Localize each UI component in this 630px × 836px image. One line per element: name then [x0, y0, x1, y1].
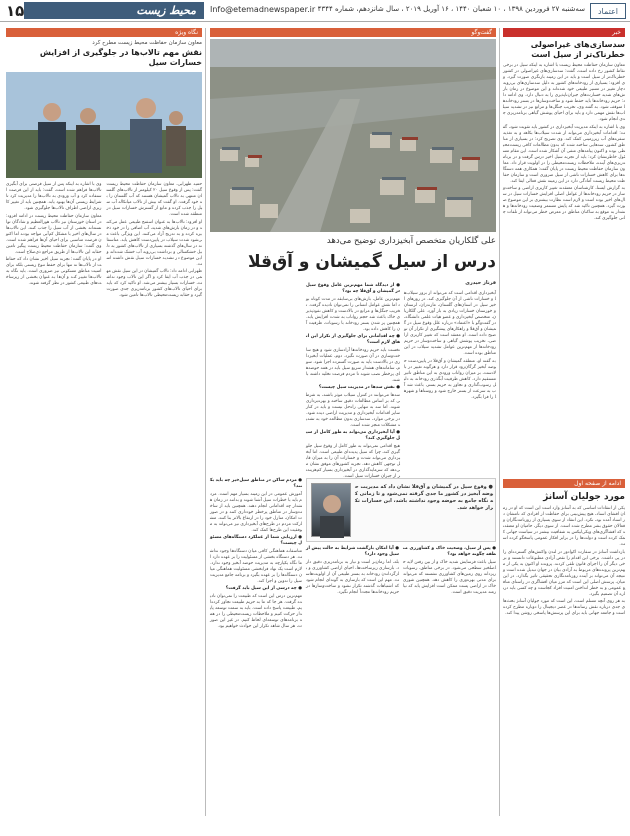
officials-at-wetland-image [6, 72, 202, 178]
left-section-tag: نگاه ویژه [6, 28, 202, 37]
left-subhead: معاون سازمان حفاظت محیط زیست مطرح کرد [92, 40, 202, 46]
masthead [0, 0, 630, 22]
section-title: محیط زیست [24, 2, 204, 19]
officials-photo [6, 72, 202, 178]
left-headline: نقش مهم تالاب‌ها در جلوگیری از افزایش خسارات سیل [39, 48, 202, 67]
byline-block [400, 280, 496, 290]
column-divider [205, 28, 206, 816]
interview-qa-column: ● از دیدگاه شما مهم‌ترین عامل وقوع سیل در گمیشان و آق‌قلا چه بود؟ مهم‌ترین عامل، بارش‌های بی‌سابقه در مدت کوتاه بود اما نقش عوامل انسانی را نمی‌توان نادیده گرفت. تخریب جنگل‌ها و مراتع در بالادست و کاهش نفوذپذیری خاک باعث شد حجم رواناب به شدت افزایش یابد. همچنین پر شدن بستر رودخانه با رسوبات، ظرفیت آن را کاهش داده بود. ● چه اقداماتی برای جلوگیری از تکرار این اتفاق لازم است؟ نخست باید حریم رودخانه‌ها آزادسازی شود و هیچ ساخت‌وسازی در آن صورت نگیرد. دوم، عملیات آبخیزداری در بالادست باید به صورت گسترده اجرا شود. سوم، سامانه‌های هشدار سریع سیل باید در همه حوضه‌های پرخطر نصب شوند تا مردم فرصت تخلیه داشته باشند. ● نقش سدها در مدیریت سیل چیست؟ سدها می‌توانند در کنترل سیلاب موثر باشند، به شرطی که بر اساس مطالعات دقیق ساخته و بهره‌برداری شوند. اما سد به تنهایی راه‌حل نیست و باید در کنار سایر اقدامات آبخیزداری و مدیریت اراضی دیده شود. در برخی موارد، سدسازی بدون مطالعه خود به تشدید مشکلات منجر شده است. ● آیا آبخیزداری می‌تواند به طور کامل از سیل جلوگیری کند؟ هیچ اقدامی نمی‌تواند به طور کامل از وقوع سیل جلوگیری کند، چرا که سیل پدیده‌ای طبیعی است. اما آبخیزداری می‌تواند شدت و خسارات آن را به میزان قابل توجهی کاهش دهد. تجربه کشورهای موفق نشان می‌دهد که سرمایه‌گذاری در آبخیزداری بسیار کم‌هزینه‌تر از جبران خسارات سیل است. [306, 283, 400, 479]
left-article-body: حمید ظهرابی، معاون سازمان حفاظت محیط زیست گفت: پس از وقوع سیل ۲۰ کیلومتر از تالاب‌های گلستان منتهی به تالاب گمیشان هستند که آب گلستان را به خود گرفت. او گفت که بیش از تالاب میانکاله آب سیل را جذب کرده و مانع از گسترش خسارات سیل در منطقه شده است. او افزود: تالاب‌ها به عنوان اسفنج طبیعی عمل می‌کنند و در زمان بارش‌های شدید، آب اضافی را در خود ذخیره کرده و به تدریج آزاد می‌کنند. این ویژگی باعث می‌شود شدت سیلاب در پایین‌دست کاهش یابد. متاسفانه در سال‌های گذشته بسیاری از تالاب‌های کشور به دلیل خشکسالی و برداشت بی‌رویه آب خشک شده‌اند و این موضوع در تشدید خسارات سیل نقش داشته است. ظهرابی ادامه داد: تالاب گمیشان در این سیل نقش مهمی در جذب آب ایفا کرد و اگر این تالاب وجود نداشت، خسارات بسیار بیشتر می‌شد. او تاکید کرد که باید برای احیای تالاب‌های کشور برنامه‌ریزی جدی صورت گیرد و حقابه زیست‌محیطی تالاب‌ها تامین شود. وی با اشاره به اینکه پس از سیل فرصتی برای آبگیری تالاب‌ها فراهم شده است، گفت: باید از این فرصت استفاده کرد و آب ورودی به تالاب‌ها را مدیریت کرد تا شرایط زیستی آن‌ها بهبود یابد. همچنین باید از تغییر کاربری اراضی اطراف تالاب‌ها جلوگیری شود. معاون سازمان حفاظت محیط زیست در ادامه افزود: در استان خوزستان نیز تالاب هورالعظیم و شادگان توانسته‌اند بخشی از آب سیل را جذب کنند. این تالاب‌ها در سال‌های اخیر با مشکل کم‌آبی مواجه بودند اما اکنون فرصت مناسبی برای احیای آن‌ها فراهم شده است. وی گفت: سازمان حفاظت محیط زیست پیگیر تامین حقابه این تالاب‌ها از طریق مراجع ذی‌صلاح است. او در پایان گفت: تجربه سیل اخیر نشان داد که حفاظت از تالاب‌ها نه تنها برای حفظ تنوع زیستی بلکه برای امنیت مناطق مسکونی نیز ضروری است. باید نگاه به تالاب‌ها تغییر کند و آن‌ها به عنوان بخشی از زیرساخت‌های طبیعی کشور در نظر گرفته شوند. [6, 182, 202, 298]
article-body-2: یکی از انتقادات اساسی که به آسانژ وارد است این است که او در زمان افشای اسناد، هیچ پیش‌بینی برای حفاظت از افرادی که نامشان در اسناد آمده بود، نکرد. این انتقاد از سوی بسیاری از روزنامه‌نگاران و فعالان حقوق بشر مطرح شده است. از سوی دیگر، حامیان او معتقدند که افشاگری‌های ویکی‌لیکس به شفافیت بیشتر در سیاست جهانی کمک کرده است و دولت‌ها را در برابر افکار عمومی پاسخگو کرده است. بازداشت آسانژ در سفارت اکوادور در لندن واکنش‌های گسترده‌ای را در پی داشت. برخی این اقدام را نقض آزادی مطبوعات دانستند و برخی دیگر آن را اجرای قانون تلقی کردند. پرونده او اکنون به یکی از مهم‌ترین پرونده‌های مربوط به آزادی بیان در جهان تبدیل شده است و نتیجه آن می‌تواند بر آینده روزنامه‌نگاری تحقیقی تاثیر بگذارد. در این میان، پرسش اصلی این است که مرز میان افشاگری در راستای منافع عمومی و به خطر انداختن امنیت افراد کجاست و چه کسی باید درباره آن تصمیم بگیرد. به هر روی آنچه مسلم است، این است که مورد جولیان آسانژ بحث‌های جدی درباره نقش رسانه‌ها در عصر دیجیتال را دوباره مطرح کرده است و جامعه جهانی باید برای این پرسش‌ها پاسخی روشن پیدا کند. [503, 506, 625, 616]
column-divider [499, 28, 500, 816]
pull-quote: ● وقوع سیل در گمیشان و آق‌قلا نشان داد که مدیریت حوضه آبخیز در کشور ما جدی گرفته نمی‌شود و تا زمانی که نگاه جامع به حوضه وجود نداشته باشد، این خسارات تکرار خواهد شد. [355, 484, 493, 511]
left-column [6, 28, 202, 816]
person-portrait-image [312, 484, 352, 538]
main-headline: درس از سیل گمیشان و آق‌قلا [247, 252, 496, 272]
dateline: سه‌شنبه ۲۷ فروردین ۱۳۹۸ ، ۱۰ شعبان ۱۴۴۰ ، ۱۶ آوریل ۲۰۱۹ ، سال شانزدهم، شماره ۴۳۴۴ [317, 5, 585, 13]
interview-continued-left: ● مردم ساکن در مناطق سیل‌خیز چه باید بکنند؟ آموزش عمومی در این زمینه بسیار مهم است. مردم باید با خطرات سیل آشنا شوند و بدانند در زمان هشدار چه اقداماتی انجام دهند. همچنین باید از ساخت‌وساز در مناطق پرخطر خودداری کنند و در صورت امکان، منازل خود را در ارتفاع بالاتر بنا کنند. مشارکت مردم در طرح‌های آبخیزداری نیز می‌تواند به موفقیت این طرح‌ها کمک کند. ● ارزیابی شما از عملکرد دستگاه‌های مسئول چیست؟ متاسفانه هماهنگی کافی میان دستگاه‌ها وجود نداشت. هر دستگاه بخشی از مسئولیت را بر عهده دارد اما نگاه یکپارچه به مدیریت حوضه آبخیز وجود ندارد. لازم است یک نهاد فرابخشی مسئولیت هماهنگی میان دستگاه‌ها را بر عهده بگیرد و برنامه جامع مدیریت سیل را تدوین و اجرا کند. ● چه درسی از این سیل باید گرفت؟ مهم‌ترین درس این است که طبیعت را نمی‌توان نادیده گرفت. هر جا که ما به حریم طبیعت تجاوز کرده‌ایم، طبیعت پاسخ داده است. باید به سمت توسعه پایدار حرکت کنیم و ملاحظات زیست‌محیطی را در همه برنامه‌های توسعه‌ای لحاظ کنیم. در غیر این صورت، هر سال شاهد تکرار این حوادث خواهیم بود. [210, 478, 302, 629]
section-tag: خبر [503, 28, 625, 37]
page-number: ۱۵ [6, 2, 25, 20]
interviewee-photo [311, 483, 351, 537]
pull-quote-box [306, 478, 496, 542]
newspaper-logo: اعتماد [590, 3, 626, 19]
interview-bottom: ● پس از سیل، وضعیت خاک و کشاورزی منطقه چگونه خواهد بود؟ سیل باعث فرسایش شدید خاک و از بین رفتن لایه حاصلخیز سطحی می‌شود. در برخی مناطق، رسوبات ریزدانه روی زمین‌های کشاورزی نشسته که می‌تواند برای مدتی بهره‌وری را کاهش دهد. همچنین شوری خاک در اراضی پست ممکن است افزایش یابد که نیازمند مدیریت دقیق است. ● آیا امکان بازگشت شرایط به حالت پیش از سیل وجود دارد؟ بله، اما زمان‌بر است و نیاز به برنامه‌ریزی دقیق دارد. بازسازی زیرساخت‌ها، احیای اراضی کشاورزی و بازگرداندن رودخانه به بستر طبیعی آن از اولویت‌هاست. مهم این است که بازسازی به گونه‌ای انجام شود که اشتباهات گذشته تکرار نشود و ساخت‌وسازها در حریم رودخانه‌ها مجدداً انجام نگیرد. [306, 546, 496, 595]
right-column [503, 28, 625, 816]
interview-intro: آبخیزداری اقدامی است که می‌تواند از بروز سیلاب‌ها و خسارات ناشی از آن جلوگیری کند. در روزهای اخیر سیل در استان‌های گلستان، مازندران، لرستان و خوزستان خسارات زیادی به بار آورد. علی گلکاریان، متخصص آبخیزداری و عضو هیات علمی دانشگاه، در گفت‌وگو با «اعتماد» درباره علل وقوع سیل در گمیشان و آق‌قلا و راهکارهای پیشگیری از تکرار آن توضیح داده است. او معتقد است که تغییر کاربری اراضی، تخریب پوشش گیاهی و ساخت‌وساز در حریم رودخانه‌ها از مهم‌ترین عوامل تشدید سیلاب در این مناطق بوده است. به گفته او، منطقه گمیشان و آق‌قلا در پایین‌دست حوضه آبخیز گرگان‌رود قرار دارد و هرگونه تغییر در بالادست، بر میزان رواناب ورودی به این مناطق تاثیر مستقیم دارد. کاهش ظرفیت آبگذری رودخانه به دلیل رسوب‌گذاری و تجاوز به حریم بستر، باعث شد آب به سرعت از بستر خارج شود و روستاها و شهرها را فرا بگیرد. [404, 291, 496, 400]
article-headline-2: مورد جولیان آسانژ [543, 492, 625, 502]
center-section-tag: گفت‌وگو [210, 28, 496, 37]
section-tag-continued: ادامه از صفحه اول [503, 479, 625, 488]
article-kicker: علی گلکاریان متخصص آبخیزداری توضیح می‌دهد [326, 236, 496, 246]
byline: فرناز حیدری [465, 280, 496, 286]
article-body: معاون سازمان حفاظت محیط زیست با اشاره به اینکه سیل در برخی نقاط کشور رخ داده است، گفت: سدسازی‌های غیراصولی در کشور خطرناک‌تر از سیل است و باید در این زمینه بازنگری صورت گیرد. وی افزود: بسیاری از رودخانه‌های کشور به دلیل سدسازی‌های بی‌رویه دچار تغییر در مسیر طبیعی خود شده‌اند و این موضوع در زمان بارش‌های شدید خسارت‌های جبران‌ناپذیری را به دنبال دارد. وی ادامه داد: حریم رودخانه‌ها باید حفظ شود و ساخت‌وسازها در بستر رودخانه‌ها متوقف شود. به گفته وی، تخریب جنگل‌ها و مراتع نیز در تشدید سیلاب‌ها نقش مهمی دارد و باید برای احیای پوشش گیاهی برنامه‌ریزی جدی انجام شود. وی با اشاره به اینکه مدیریت آبخیزداری در کشور باید تقویت شود، گفت: اقدامات آبخیزداری می‌تواند از شدت سیلاب‌ها بکاهد و به تغذیه سفره‌های آب زیرزمینی کمک کند. وی تصریح کرد: در بسیاری از مناطق کشور، سدهایی ساخته شده که بدون مطالعات کافی زیست‌محیطی بوده و اکنون پیامدهای منفی آن آشکار شده است. این مقام مسئول خاطرنشان کرد: باید از تجربه سیل اخیر درس گرفت و در برنامه‌ریزی‌های آینده، ملاحظات زیست‌محیطی را در اولویت قرار داد. معاون سازمان حفاظت محیط زیست در پایان گفت: همکاری همه دستگاه‌ها برای کاهش خسارات ناشی از سیل ضروری است و سازمان حفاظت محیط زیست آمادگی دارد در این زمینه نقش فعالی ایفا کند. به گزارش ایسنا، کارشناسان معتقدند تغییر کاربری اراضی و ساخت‌وساز در حریم رودخانه‌ها از عوامل اصلی افزایش خسارات سیل در سال‌های اخیر بوده است و لازم است نظارت بیشتری بر این موضوع صورت گیرد. همچنین تاکید شد که پایش مستمر وضعیت رودخانه‌ها و هشدار به موقع به ساکنان مناطق در معرض خطر می‌تواند از تلفات جانی جلوگیری کند. [502, 63, 625, 221]
flood-photo [210, 39, 496, 232]
flooded-town-aerial-image [210, 39, 496, 232]
article-headline: سدسازی‌های غیراصولی خطرناک‌تر از سیل است [530, 40, 625, 59]
email-link[interactable]: Info@etemadnewspaper.ir [210, 5, 316, 14]
